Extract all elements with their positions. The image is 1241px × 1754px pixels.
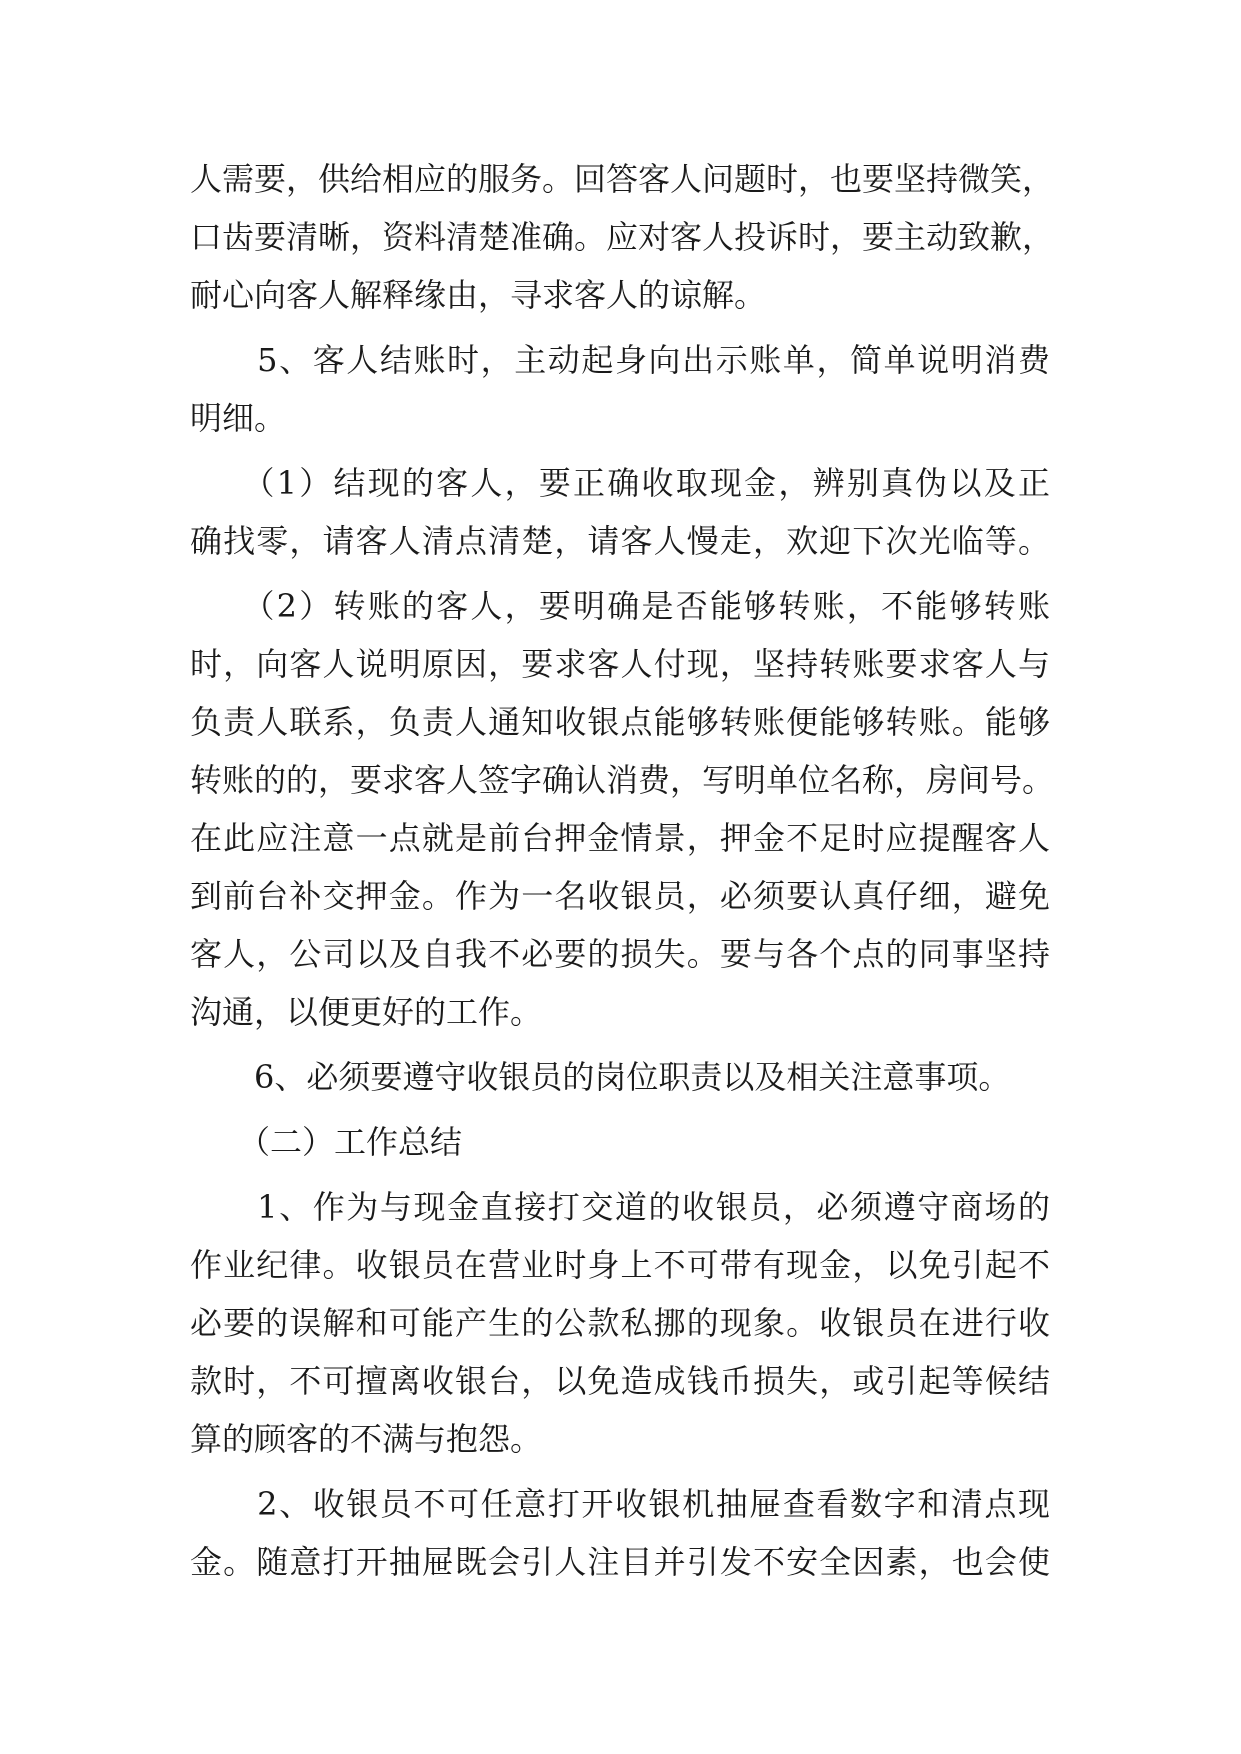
text-line: 在此应注意一点就是前台押金情景，押金不足时应提醒客人 <box>190 819 1050 857</box>
text-line: 明细。 <box>190 399 287 437</box>
text-line: 确找零，请客人清点清楚，请客人慢走，欢迎下次光临等。 <box>190 522 1050 560</box>
text-line: 作业纪律。收银员在营业时身上不可带有现金，以免引起不 <box>190 1246 1050 1284</box>
text-line: 时，向客人说明原因，要求客人付现，坚持转账要求客人与 <box>190 645 1050 683</box>
text-line: 人需要，供给相应的服务。回答客人问题时，也要坚持微笑， <box>190 160 1055 198</box>
paragraph <box>190 1048 1050 1106</box>
text-line: 客人，公司以及自我不必要的损失。要与各个点的同事坚持 <box>190 935 1050 973</box>
text-line: 必要的误解和可能产生的公款私挪的现象。收银员在进行收 <box>190 1304 1050 1342</box>
text-line: 转账的的，要求客人签字确认消费，写明单位名称，房间号。 <box>190 761 1055 799</box>
text-line: 口齿要清晰，资料清楚准确。应对客人投诉时，要主动致歉， <box>190 218 1055 256</box>
text-line: 5、客人结账时，主动起身向出示账单，简单说明消费 <box>190 341 1050 379</box>
text-line: 2、收银员不可任意打开收银机抽屉查看数字和清点现 <box>190 1485 1050 1523</box>
text-line: 金。随意打开抽屉既会引人注目并引发不安全因素，也会使 <box>190 1543 1050 1581</box>
text-line: 沟通，以便更好的工作。 <box>190 993 543 1031</box>
paragraph <box>190 1178 1050 1468</box>
text-line: 款时，不可擅离收银台，以免造成钱币损失，或引起等候结 <box>190 1362 1050 1400</box>
paragraph-gap <box>190 1468 1050 1475</box>
text-line: 6、必须要遵守收银员的岗位职责以及相关注意事项。 <box>190 1058 1011 1096</box>
paragraph-gap <box>190 447 1050 454</box>
document-body <box>190 150 1055 1591</box>
paragraph <box>190 1475 1050 1591</box>
paragraph-gap <box>190 1106 1050 1113</box>
text-line: （1）结现的客人，要正确收取现金，辨别真伪以及正 <box>190 464 1050 502</box>
text-line: 负责人联系，负责人通知收银点能够转账便能够转账。能够 <box>190 703 1050 741</box>
text-line: （2）转账的客人，要明确是否能够转账，不能够转账 <box>190 587 1050 625</box>
paragraph-gap <box>190 570 1050 577</box>
text-line: （二）工作总结 <box>190 1123 463 1161</box>
paragraph-gap <box>190 1171 1050 1178</box>
paragraph <box>190 331 1050 447</box>
text-line: 耐心向客人解释缘由，寻求客人的谅解。 <box>190 276 767 314</box>
paragraph-gap <box>190 1041 1050 1048</box>
text-line: 算的顾客的不满与抱怨。 <box>190 1420 543 1458</box>
paragraph <box>190 150 1055 324</box>
paragraph <box>190 577 1055 1041</box>
text-line: 到前台补交押金。作为一名收银员，必须要认真仔细，避免 <box>190 877 1050 915</box>
paragraph <box>190 454 1050 570</box>
text-line: 1、作为与现金直接打交道的收银员，必须遵守商场的 <box>190 1188 1050 1226</box>
paragraph <box>190 1113 1050 1171</box>
paragraph-gap <box>190 324 1050 331</box>
